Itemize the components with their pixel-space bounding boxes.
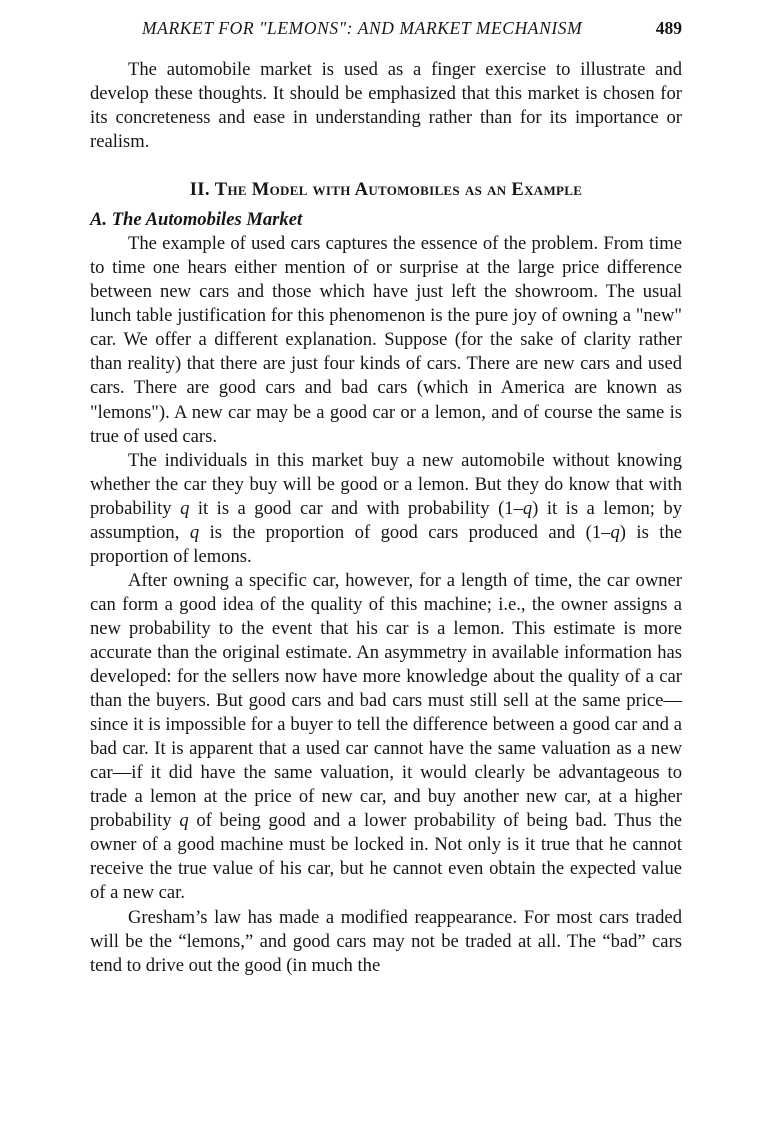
section-title: The Model with Automobiles as an Example <box>214 179 583 201</box>
variable-q: q <box>610 521 620 543</box>
paragraph-probability-text-a: The individuals in this market buy a new automobile without knowing whether the car they buy will be good or a lemon. But they do know that with probability <box>90 449 682 519</box>
section-numeral: II. <box>189 179 210 201</box>
paragraph-probability-text-b: it is a good car and with probability (1– <box>189 497 523 519</box>
running-head-title: MARKET FOR "LEMONS": AND MARKET MECHANISM <box>142 18 583 38</box>
journal-page <box>90 14 682 978</box>
paragraph-asymmetry-text-b: of being good and a lower probability of being bad. Thus the owner of a good machine must be locked in. Not only is it true that he cannot receive the true value of his car, but he cannot even obtain the expected value of a new car. <box>90 810 682 904</box>
subsection-heading: A. The Automobiles Market <box>90 209 303 231</box>
paragraph-asymmetry <box>90 569 682 906</box>
section-heading <box>90 178 682 202</box>
running-head <box>90 14 682 44</box>
variable-q: q <box>522 497 533 519</box>
paragraph-used-cars-example: The example of used cars captures the essence of the problem. From time to time one hears either mention of or surprise at the large price difference between new cars and those which have just left the showroom. The usual lunch table justification for this phenomenon is the pure joy of owning a "new" car. We offer a different explanation. Suppose (for the sake of clarity rather than reality) that there are just four kinds of cars. There are new cars and used cars. There are good cars and bad cars (which in America are known as "lemons"). A new car may be a good car or a lemon, and of course the same is true of used cars. <box>90 233 682 447</box>
paragraph-probability-text-d: is the proportion of good cars produced and (1– <box>199 521 611 543</box>
variable-q: q <box>179 810 189 832</box>
page-number: 489 <box>655 18 682 38</box>
variable-q: q <box>180 497 190 519</box>
paragraph-probability-text-c: ) it is a lemon; by assumption, <box>90 497 682 543</box>
variable-q: q <box>189 521 200 543</box>
paragraph-probability <box>90 449 682 569</box>
paragraph-intro: The automobile market is used as a finger exercise to illustrate and develop these thoughts. It should be emphasized that this market is chosen for its concreteness and ease in understanding rather than for its importance or realism. <box>90 59 682 153</box>
paragraph-asymmetry-text-a: After owning a specific car, however, for a length of time, the car owner can form a good idea of the quality of this machine; i.e., the owner assigns a new probability to the event that his car is a lemon. This estimate is more accurate than the original estimate. An asymmetry in available information has developed: for the sellers now have more knowledge about the quality of a car than the buyers. But good cars and bad cars must still sell at the same price—since it is impossible for a buyer to tell the difference between a good car and a bad car. It is apparent that a used car cannot have the same valuation as a new car—if it did have the same valuation, it would clearly be advantageous to trade a lemon at the price of new car, and buy another new car, at a higher probability <box>90 569 682 832</box>
paragraph-greshams-law: Gresham’s law has made a modified reappearance. For most cars traded will be the “lemons,” and good cars may not be traded at all. The “bad” cars tend to drive out the good (in much the <box>90 906 682 976</box>
paragraph-probability-text-e: ) is the proportion of lemons. <box>90 521 683 567</box>
